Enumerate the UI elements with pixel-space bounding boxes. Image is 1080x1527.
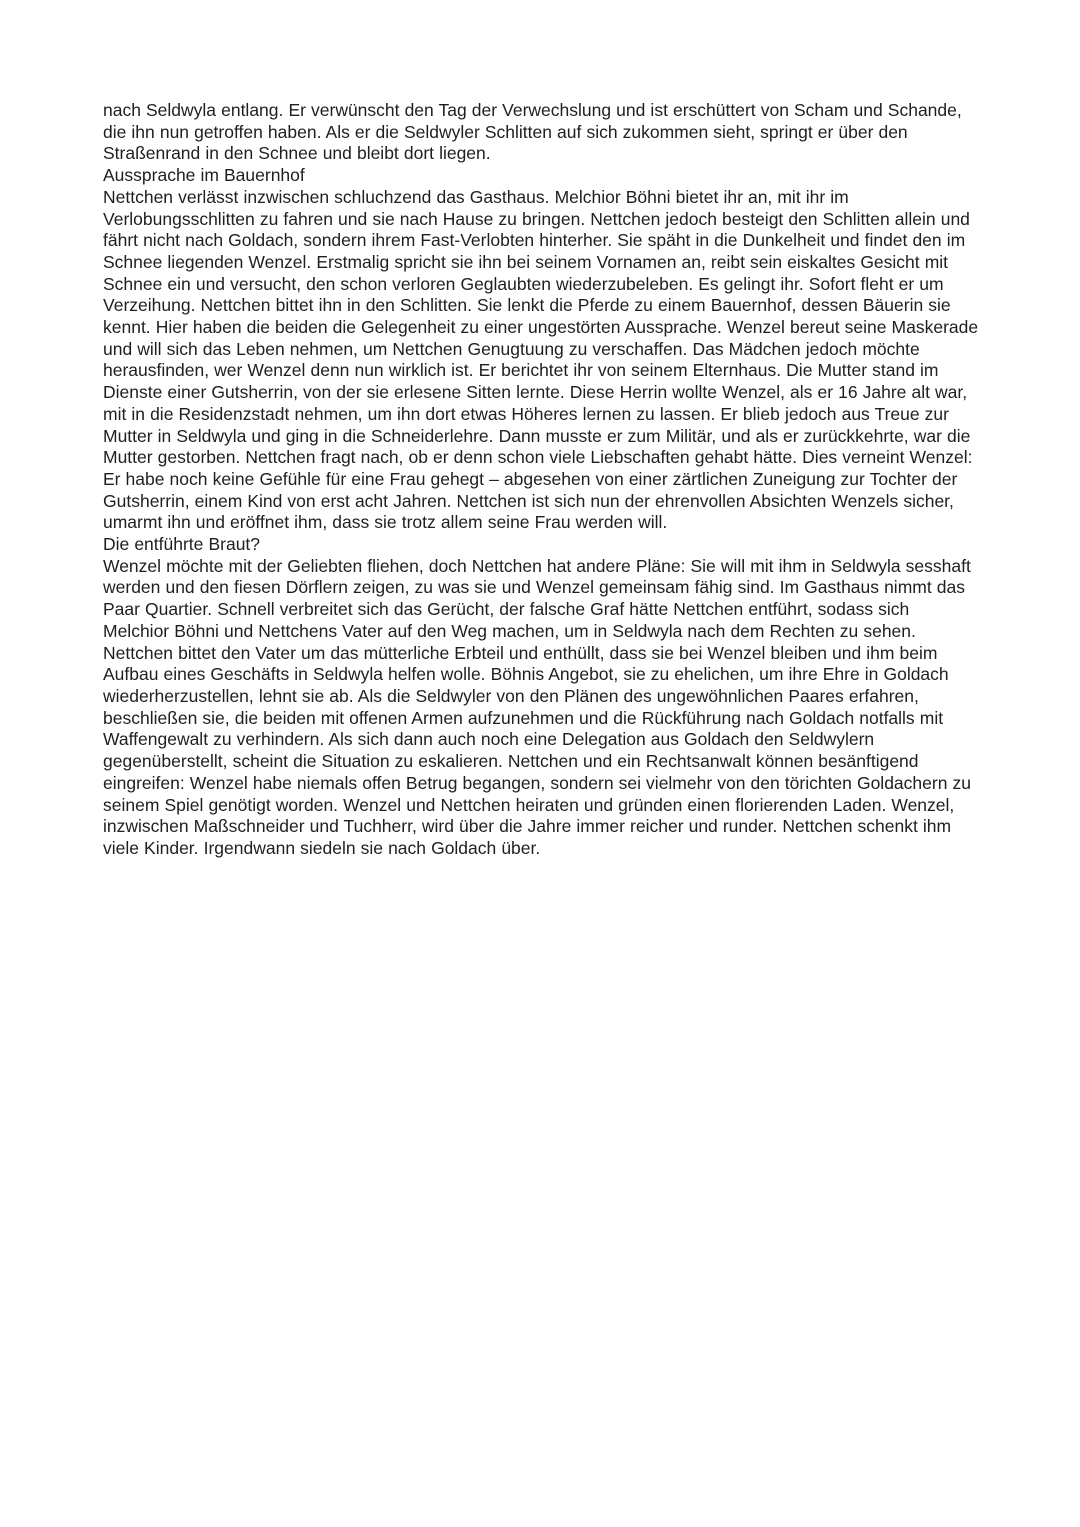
section-heading-entfuehrte-braut: Die entführte Braut?	[103, 534, 261, 555]
paragraph-continuation: nach Seldwyla entlang. Er verwünscht den Tag der Verwechslung und ist erschüttert von Scham und Schande, die ihn nun getroffen haben. Als er die Seldwyler Schlitten auf sich zukommen sieht, springt er über den Straßenrand in den Schnee und bleibt dort liegen.	[103, 100, 962, 164]
document-content	[103, 100, 979, 860]
section-heading-aussprache: Aussprache im Bauernhof	[103, 165, 305, 186]
paragraph-aussprache: Nettchen verlässt inzwischen schluchzend das Gasthaus. Melchior Böhni bietet ihr an, mit ihr im Verlobungsschlitten zu fahren und sie nach Hause zu bringen. Nettchen jedoch besteigt den Schlitten allein und fährt nicht nach Goldach, sondern ihrem Fast-Verlobten hinterher. Sie späht in die Dunkelheit und findet den im Schnee liegenden Wenzel. Erstmalig spricht sie ihn bei seinem Vornamen an, reibt sein eiskaltes Gesicht mit Schnee ein und versucht, den schon verloren Geglaubten wiederzubeleben. Es gelingt ihr. Sofort fleht er um Verzeihung. Nettchen bittet ihn in den Schlitten. Sie lenkt die Pferde zu einem Bauernhof, dessen Bäuerin sie kennt. Hier haben die beiden die Gelegenheit zu einer ungestörten Aussprache. Wenzel bereut seine Maskerade und will sich das Leben nehmen, um Nettchen Genugtuung zu verschaffen. Das Mädchen jedoch möchte herausfinden, wer Wenzel denn nun wirklich ist. Er berichtet ihr von seinem Elternhaus. Die Mutter stand im Dienste einer Gutsherrin, von der sie erlesene Sitten lernte. Diese Herrin wollte Wenzel, als er 16 Jahre alt war, mit in die Residenzstadt nehmen, um ihn dort etwas Höheres lernen zu lassen. Er blieb jedoch aus Treue zur Mutter in Seldwyla und ging in die Schneiderlehre. Dann musste er zum Militär, und als er zurückkehrte, war die Mutter gestorben. Nettchen fragt nach, ob er denn schon viele Liebschaften gehabt hätte. Dies verneint Wenzel: Er habe noch keine Gefühle für eine Frau gehegt – abgesehen von einer zärtlichen Zuneigung zur Tochter der Gutsherrin, einem Kind von erst acht Jahren. Nettchen ist sich nun der ehrenvollen Absichten Wenzels sicher, umarmt ihn und eröffnet ihm, dass sie trotz allem seine Frau werden will.	[103, 186, 979, 533]
paragraph-entfuehrte-braut: Wenzel möchte mit der Geliebten fliehen, doch Nettchen hat andere Pläne: Sie will mit ihm in Seldwyla sesshaft werden und den fiesen Dörflern zeigen, zu was sie und Wenzel gemeinsam fähig sind. Im Gasthaus nimmt das Paar Quartier. Schnell verbreitet sich das Gerücht, der falsche Graf hätte Nettchen entführt, sodass sich Melchior Böhni und Nettchens Vater auf den Weg machen, um in Seldwyla nach dem Rechten zu sehen. Nettchen bittet den Vater um das mütterliche Erbteil und enthüllt, dass sie bei Wenzel bleiben und ihm beim Aufbau eines Geschäfts in Seldwyla helfen wolle. Böhnis Angebot, sie zu ehelichen, um ihre Ehre in Goldach wiederherzustellen, lehnt sie ab. Als die Seldwyler von den Plänen des ungewöhnlichen Paares erfahren, beschließen sie, die beiden mit offenen Armen aufzunehmen und die Rückführung nach Goldach notfalls mit Waffengewalt zu verhindern. Als sich dann auch noch eine Delegation aus Goldach den Seldwylern gegenüberstellt, scheint die Situation zu eskalieren. Nettchen und ein Rechtsanwalt können besänftigend eingreifen: Wenzel habe niemals offen Betrug begangen, sondern sei vielmehr von den törichten Goldachern zu seinem Spiel genötigt worden. Wenzel und Nettchen heiraten und gründen einen florierenden Laden. Wenzel, inzwischen Maßschneider und Tuchherr, wird über die Jahre immer reicher und runder. Nettchen schenkt ihm viele Kinder. Irgendwann siedeln sie nach Goldach über.	[103, 555, 971, 858]
